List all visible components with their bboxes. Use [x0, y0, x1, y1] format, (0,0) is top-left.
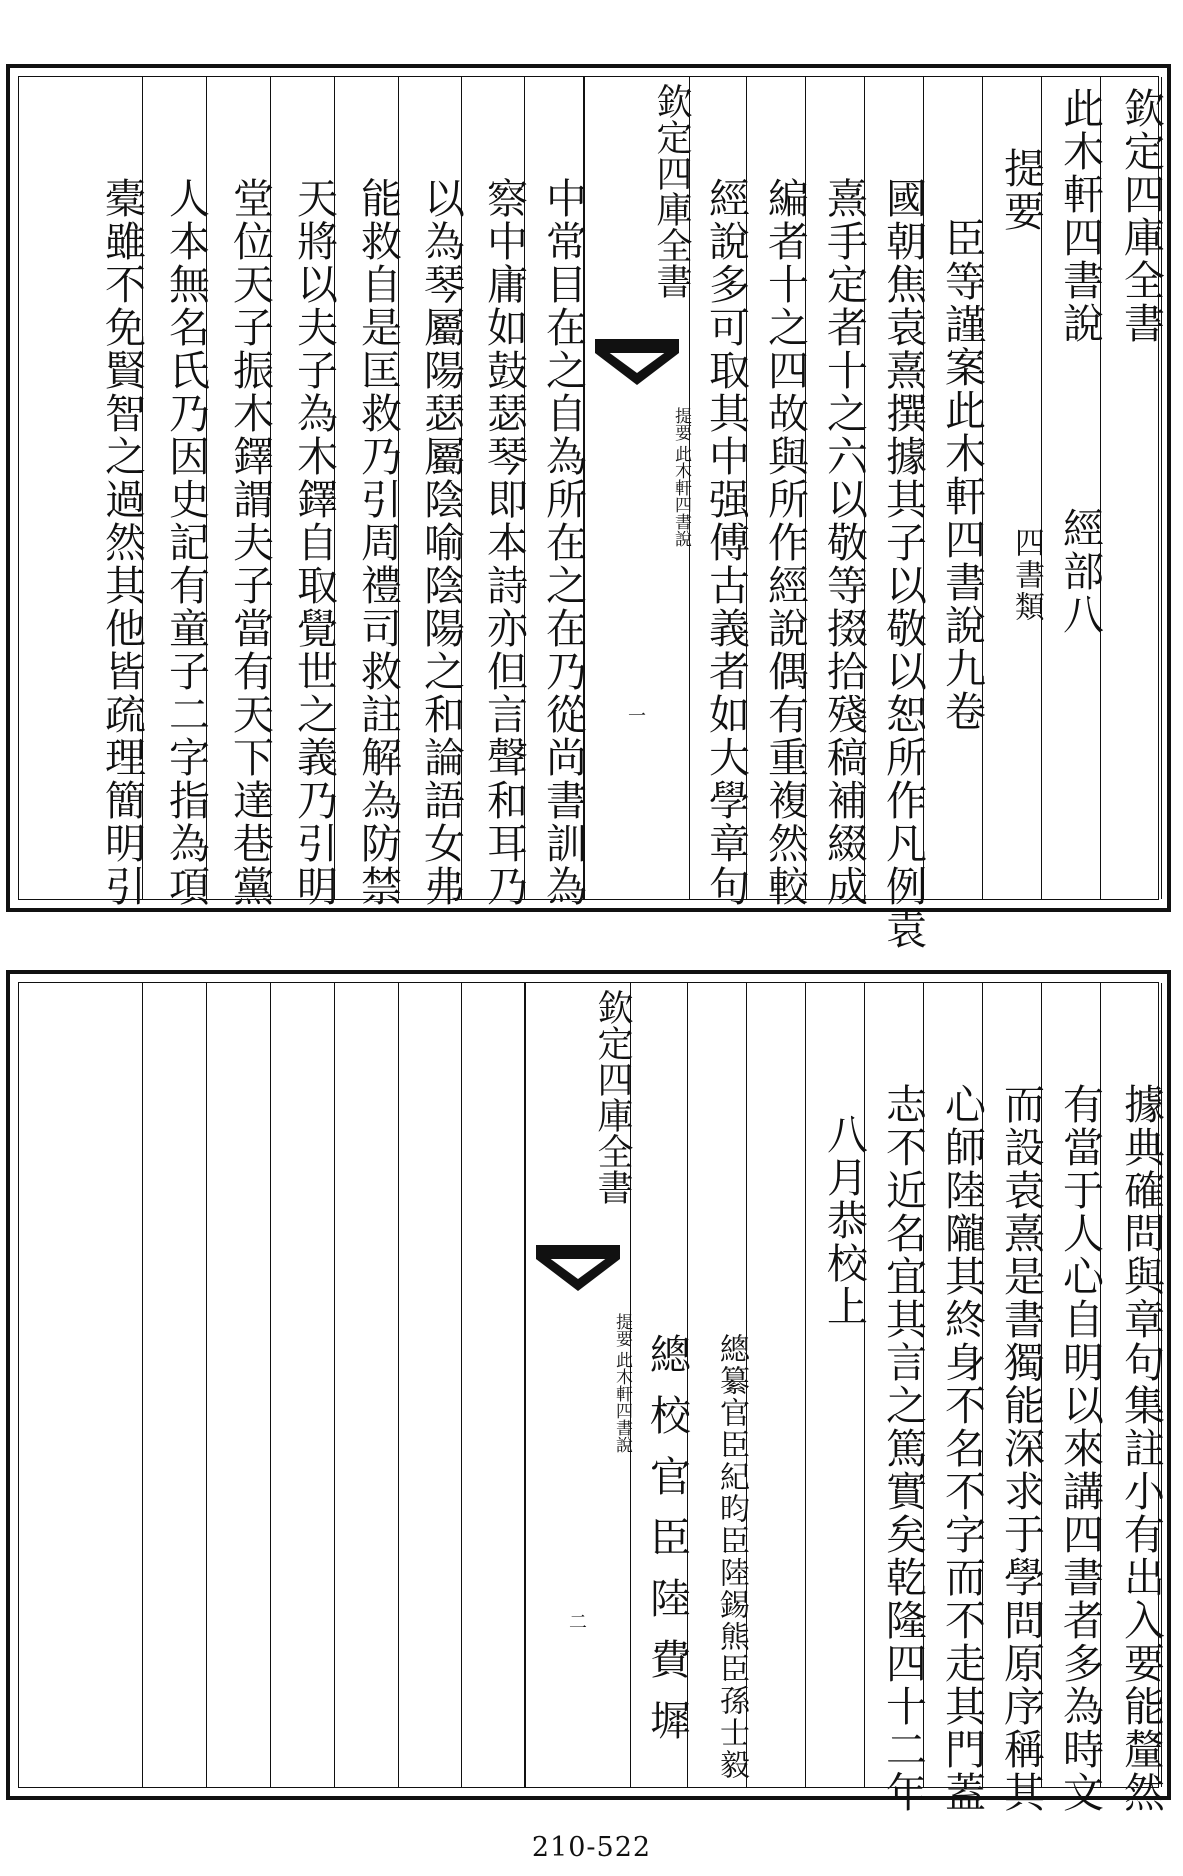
lower-col-6 [806, 983, 868, 1787]
lower-col-4 [924, 983, 986, 1814]
upper-col-6 [806, 77, 868, 908]
lower-col-5-text: 志不近名宜其言之篤實矣乾隆四十二年 [879, 1083, 927, 1814]
lower-spine-page: 二 [569, 1612, 587, 1633]
upper-page-frame [18, 76, 1165, 951]
upper-left-col-6 [207, 77, 274, 908]
lower-spine-sub-left: 提要 [612, 1313, 632, 1347]
upper-col-3-sub: 四書類 [1009, 527, 1044, 623]
upper-left-col-2-text: 察中庸如鼓瑟琴即本詩亦但言聲和耳乃 [480, 177, 528, 908]
upper-left-col-4 [335, 77, 402, 908]
upper-left-col-8-text: 橐雖不免賢智之過然其他皆疏理簡明引 [98, 177, 146, 908]
lower-col-8 [688, 983, 747, 1787]
upper-left-col-4-text: 能救自是匡救乃引周禮司救註解為防禁 [354, 177, 402, 908]
upper-spine-sub [585, 407, 689, 547]
upper-spine-page: 一 [628, 706, 646, 727]
lower-col-6-text: 八月恭校上 [820, 1113, 868, 1328]
upper-spine [584, 77, 690, 899]
upper-left-col-7 [143, 77, 210, 908]
upper-col-3 [983, 77, 1045, 899]
upper-page [6, 64, 1171, 951]
upper-left-col-2 [462, 77, 528, 908]
upper-left-col-5-text: 天將以夫子為木鐸自取覺世之義乃引明 [290, 177, 338, 908]
lower-empty-col-2 [399, 983, 462, 1787]
lower-col-3 [983, 983, 1045, 1814]
lower-col-1 [1101, 983, 1165, 1814]
upper-col-7 [747, 77, 809, 908]
lower-empty-col-4 [271, 983, 335, 1787]
lower-col-9-text: 總校官臣陸費墀 [643, 1333, 691, 1760]
lower-page [6, 970, 1171, 1814]
upper-col-2 [1042, 77, 1104, 899]
upper-left-col-8 [79, 77, 146, 908]
upper-col-5-text: 國朝焦袁熹撰據其子以敬以恕所作凡例袁 [879, 177, 927, 951]
upper-col-4-text: 臣等謹案此木軒四書說九卷 [938, 217, 986, 733]
lower-fish-tail-icon [536, 1245, 620, 1297]
lower-col-2-text: 有當于人心自明以來講四書者多為時文 [1056, 1083, 1104, 1814]
upper-col-3-text: 提要 [997, 147, 1045, 233]
lower-spine-sub [526, 1313, 630, 1453]
upper-left-col-7-text: 人本無名氏乃因史記有童子二字指為項 [162, 177, 210, 908]
lower-col-8-text: 總纂官臣紀昀臣陸錫熊臣孫士毅 [714, 1333, 749, 1781]
lower-col-1-text: 據典確問與章句集註小有出入要能釐然 [1117, 1083, 1165, 1814]
page-number-footer: 210-522 [531, 1832, 652, 1863]
upper-left-col-3-text: 以為琴屬陽瑟屬陰喻陰陽之和論語女弗 [417, 177, 465, 908]
upper-col-7-text: 編者十之四故與所作經說偶有重複然較 [761, 177, 809, 908]
upper-col-5 [865, 77, 927, 951]
lower-page-frame [18, 982, 1165, 1814]
upper-col-8 [688, 77, 750, 908]
lower-col-2 [1042, 983, 1104, 1814]
upper-col-1 [1101, 77, 1165, 899]
lower-spine [525, 983, 631, 1787]
upper-left-col-1-text: 中常目在之自為所在之在乃從尚書訓為 [539, 177, 587, 908]
upper-spine-title: 欽定四庫全書 [651, 83, 692, 299]
lower-col-7 [747, 983, 806, 1787]
lower-empty-col-1 [462, 983, 525, 1787]
lower-empty-col-5 [207, 983, 271, 1787]
upper-left-col-1 [525, 77, 587, 908]
upper-col-8-text: 經說多可取其中强傅古義者如大學章句 [702, 177, 750, 908]
lower-empty-col-7 [79, 983, 143, 1787]
upper-col-2-sub: 經部八 [1056, 507, 1104, 636]
lower-empty-col-3 [335, 983, 399, 1787]
upper-spine-sub-left: 提要 [671, 407, 691, 441]
upper-col-4 [924, 77, 986, 899]
upper-left-col-6-text: 堂位天子振木鐸謂夫子當有天下達巷黨 [226, 177, 274, 908]
lower-empty-col-6 [143, 983, 207, 1787]
lower-col-5 [865, 983, 927, 1814]
upper-col-1-text: 欽定四庫全書 [1117, 87, 1165, 345]
lower-col-4-text: 心師陸隴其終身不名不字而不走其門蓋 [938, 1083, 986, 1814]
lower-col-3-text: 而設袁熹是書獨能深求于學問原序稱其 [997, 1083, 1045, 1814]
lower-spine-sub-right: 此木軒四書說 [612, 1351, 632, 1453]
lower-col-9 [629, 983, 691, 1787]
upper-col-6-text: 熹手定者十之六以敬等掇拾殘稿補綴成 [820, 177, 868, 908]
upper-col-2-text: 此木軒四書說 [1056, 87, 1104, 345]
upper-left-col-5 [271, 77, 338, 908]
upper-left-col-3 [399, 77, 465, 908]
lower-spine-title: 欽定四庫全書 [592, 989, 633, 1205]
upper-spine-sub-right: 此木軒四書說 [671, 445, 691, 547]
upper-fish-tail-icon [595, 339, 679, 391]
